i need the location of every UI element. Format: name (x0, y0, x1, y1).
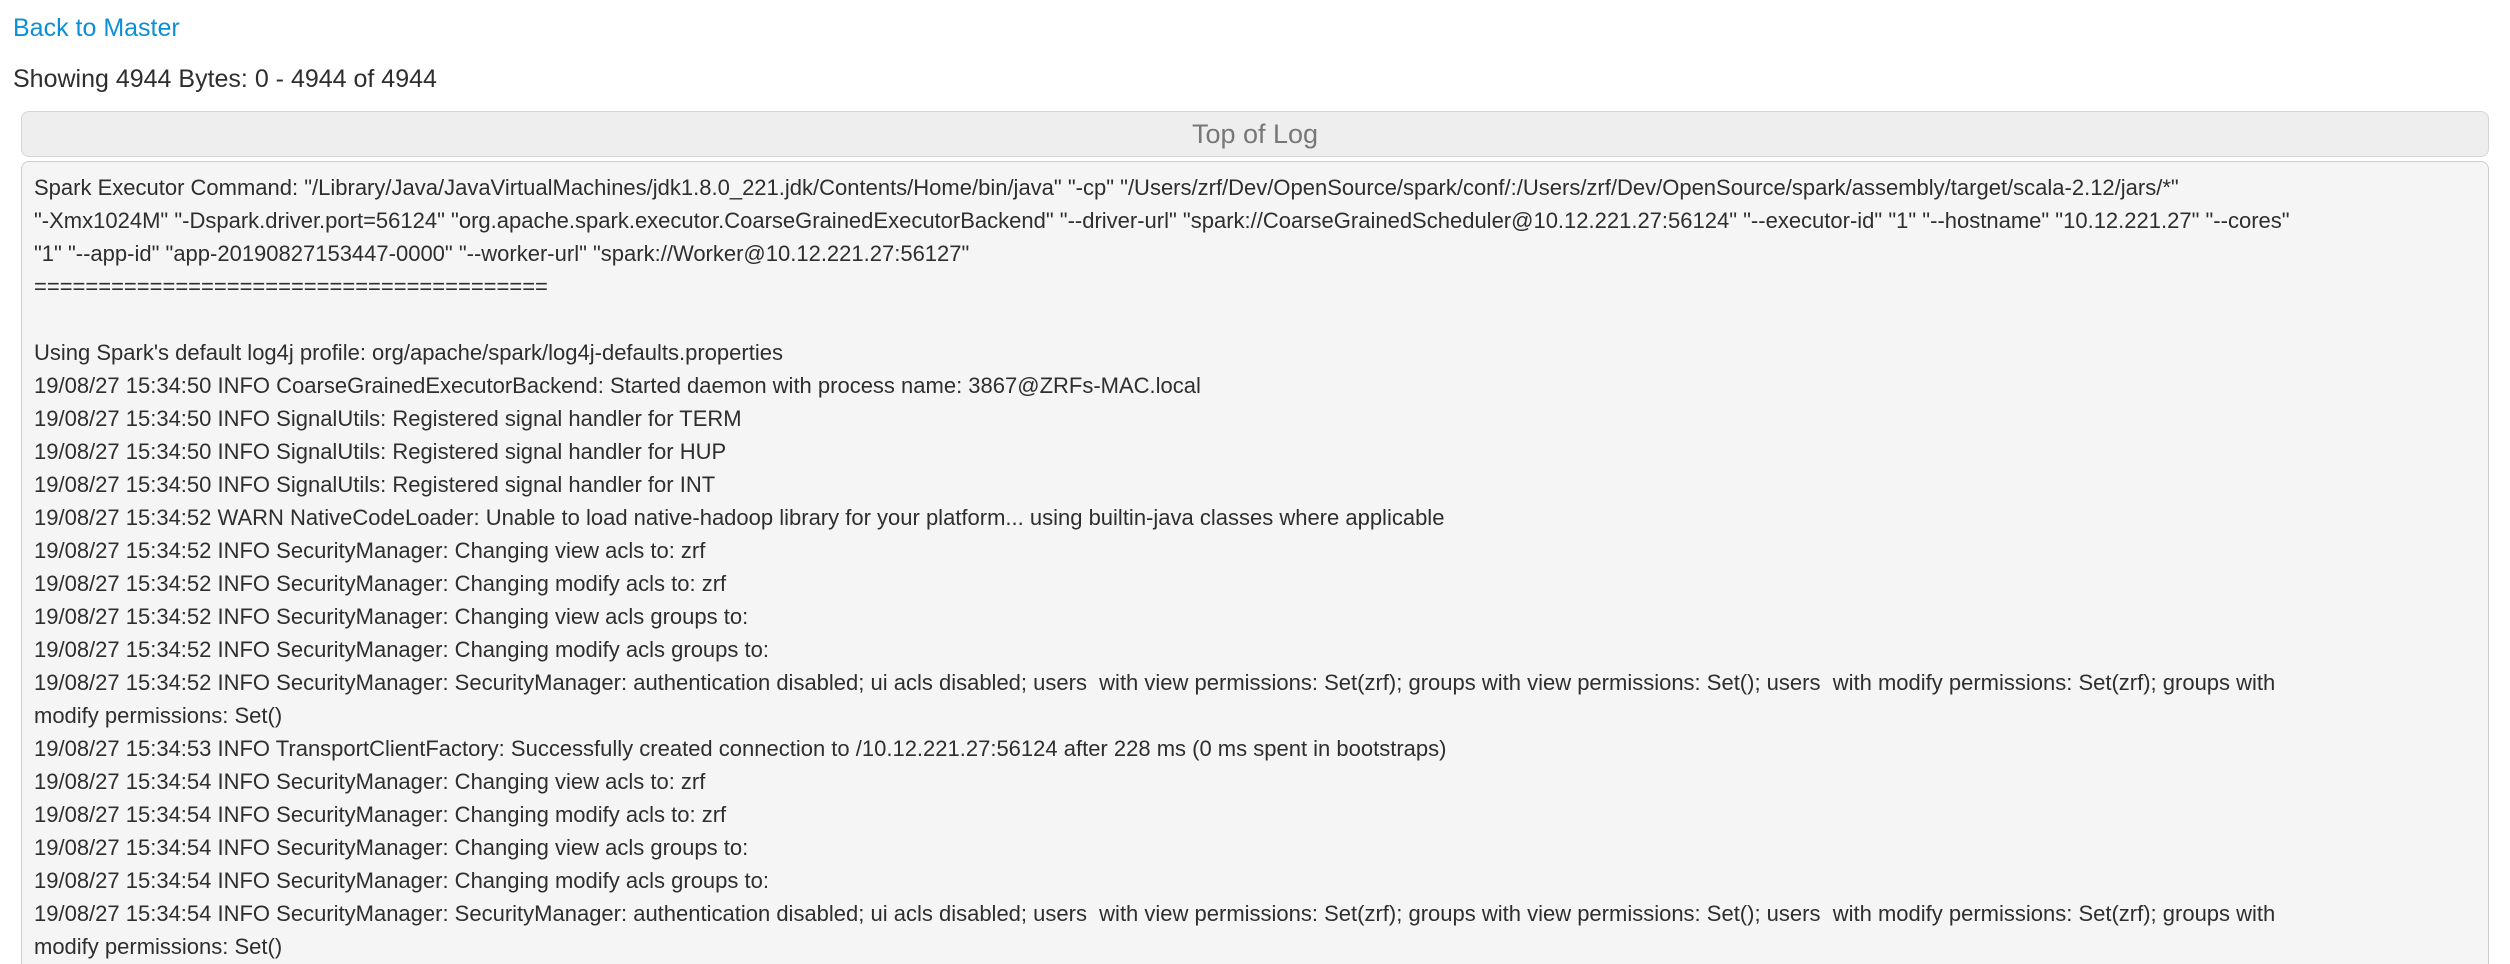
log-line: 19/08/27 15:34:54 INFO SecurityManager: Changing view acls groups to: (34, 835, 749, 860)
log-line: 19/08/27 15:34:54 INFO SecurityManager: SecurityManager: authentication disabled; ui acls disabled; users with view permissions: Set(zrf); groups with view permissions: Set(); users with modify permissions: Set(zrf); groups with (34, 901, 2276, 926)
log-line: "1" "--app-id" "app-20190827153447-0000" "--worker-url" "spark://Worker@10.12.221.27:56127" (34, 241, 970, 266)
log-line: Using Spark's default log4j profile: org/apache/spark/log4j-defaults.properties (34, 340, 783, 365)
log-line: modify permissions: Set() (34, 934, 283, 959)
log-line (34, 303, 2476, 336)
byte-range-text: Showing 4944 Bytes: 0 - 4944 of 4944 (13, 65, 437, 93)
log-line: 19/08/27 15:34:52 WARN NativeCodeLoader: Unable to load native-hadoop library for your platform... using builtin-java classes where applicable (34, 505, 1445, 530)
log-line: 19/08/27 15:34:52 INFO SecurityManager: SecurityManager: authentication disabled; ui acls disabled; users with view permissions: Set(zrf); groups with view permissions: Set(); users with modify permissions: Set(zrf); groups with (34, 670, 2276, 695)
log-line: 19/08/27 15:34:50 INFO SignalUtils: Registered signal handler for HUP (34, 439, 727, 464)
log-line: 19/08/27 15:34:52 INFO SecurityManager: Changing view acls groups to: (34, 604, 749, 629)
log-line: 19/08/27 15:34:50 INFO CoarseGrainedExecutorBackend: Started daemon with process name: 3867@ZRFs-MAC.local (34, 373, 1201, 398)
log-line: 19/08/27 15:34:50 INFO SignalUtils: Registered signal handler for INT (34, 472, 716, 497)
log-lines-container (34, 171, 2476, 963)
log-line: modify permissions: Set() (34, 703, 283, 728)
back-to-master-link[interactable]: Back to Master (13, 14, 180, 42)
log-position-header-label: Top of Log (1191, 119, 1319, 149)
log-line: Spark Executor Command: "/Library/Java/JavaVirtualMachines/jdk1.8.0_221.jdk/Contents/Home/bin/java" "-cp" "/Users/zrf/Dev/OpenSource/spark/conf/:/Users/zrf/Dev/OpenSource/spark/assembly/target/scala-2.12/jars/*" (34, 175, 2179, 200)
log-line: 19/08/27 15:34:50 INFO SignalUtils: Registered signal handler for TERM (34, 406, 742, 431)
log-line: 19/08/27 15:34:54 INFO SecurityManager: Changing view acls to: zrf (34, 769, 706, 794)
log-line: 19/08/27 15:34:52 INFO SecurityManager: Changing view acls to: zrf (34, 538, 706, 563)
log-line: 19/08/27 15:34:54 INFO SecurityManager: Changing modify acls groups to: (34, 868, 769, 893)
log-position-header (21, 111, 2489, 157)
log-line: 19/08/27 15:34:53 INFO TransportClientFactory: Successfully created connection to /10.12.221.27:56124 after 228 ms (0 ms spent in bootstraps) (34, 736, 1447, 761)
log-line: 19/08/27 15:34:52 INFO SecurityManager: Changing modify acls to: zrf (34, 571, 727, 596)
log-content-box (21, 161, 2489, 964)
log-line: ======================================== (34, 274, 548, 299)
log-line: "-Xmx1024M" "-Dspark.driver.port=56124" "org.apache.spark.executor.CoarseGrainedExecutorBackend" "--driver-url" "spark://CoarseGrainedScheduler@10.12.221.27:56124" "--executor-id" "1" "--hostname" "10.12.221.27" "--cores" (34, 208, 2290, 233)
log-line: 19/08/27 15:34:52 INFO SecurityManager: Changing modify acls groups to: (34, 637, 769, 662)
log-line: 19/08/27 15:34:54 INFO SecurityManager: Changing modify acls to: zrf (34, 802, 727, 827)
